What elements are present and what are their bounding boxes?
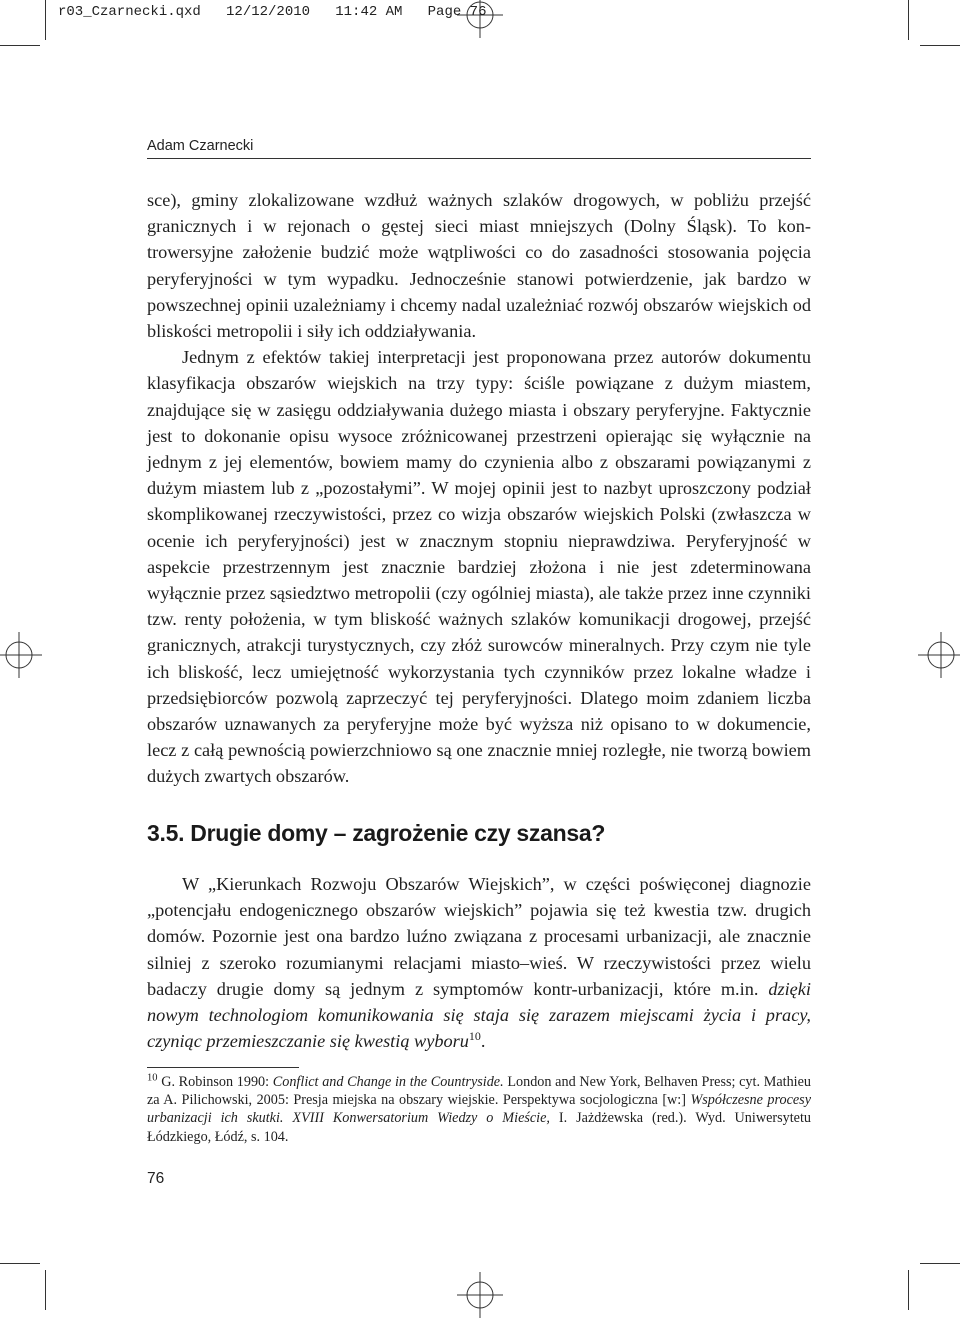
paragraph [147,871,811,1054]
header-rule [147,158,811,159]
page-number: 76 [147,1170,165,1187]
footnote-text: London and New York, Belhaven Press; cyt. Mathieu za A. Pilichowski, 2005: Presja miejska na obszary wiejskie. Perspektywa socjologiczna [w:] [147,1074,811,1109]
footnote-number: 10 [147,1072,158,1084]
footnote-title: Conflict and Change in the Countryside. [272,1074,504,1090]
footnote-text: I. Jażdżewska (red.). Wyd. Uniwersytetu Łódzkiego, Łódź, s. 104. [147,1110,811,1145]
print-slug: r03_Czarnecki.qxd 12/12/2010 11:42 AM Page 76 [58,4,487,20]
body-text [147,187,811,790]
crop-mark [0,1263,40,1264]
footnote-text: G. Robinson 1990: [157,1074,273,1090]
running-head: Adam Czarnecki [147,138,254,154]
quotation: dzięki nowym technologiom komunikowania się staja się zarazem miejscami życia i pracy, czyniąc przemieszczanie się kwestią wyboru [147,978,811,1052]
body-text-section [147,871,811,1054]
paragraph-end: . [480,1031,486,1052]
paragraph: Jednym z efektów takiej interpretacji jest proponowana przez autorów dokumentu klasyfikacja obszarów wiejskich na trzy typy: ściśle powiązane z dużym miastem, znajdujące się w zasięgu oddziaływania dużego miasta i obszary peryferyjne. Faktycznie jest to dokonanie opisu wysoce zróżnicowanej przestrzeni opierając się wyłącznie na jednym z jej elementów, bowiem mamy do czynienia albo z obszarami powiązanymi z dużym miastem lub z „pozostałymi”. W mojej opinii jest to nazbyt uproszczony podział skomplikowanej rzeczywistości, przez co wizja obszarów wiejskich Polski (zwłaszcza w ocenie ich peryferyjności) jest w znacznym stopniu nieprawdziwa. Peryferyjność w aspekcie przestrzennym jest znacznie bardziej złożona i nie jest zdeterminowana wyłącznie przez sąsiedztwo metropolii (czy ogólniej miasta), ale także przez inne czynniki tzw. renty położenia, w tym bliskość ważnych szlaków komunikacji drogowej, przejść granicznych, atrakcji turystycznych, czy złóż surowców mineralnych. Przy czym nie tyle ich bliskość, lecz umiejętność wykorzystania tych czynników przez lokalne władze i przedsiębiorców pozwolą zaprzeczyć tej peryferyjności. Dlatego moim zdaniem liczba obszarów uznawanych za peryferyjne może być wyższa niż opisano to w dokumencie, lecz z całą pewnością powierzchniowo są one znacznie mniej rozległe, nie tworzą bowiem dużych zwartych obszarów. [147,347,811,787]
footnote [147,1073,811,1146]
registration-mark-icon [918,632,960,678]
footnote-title: Współczesne procesy urbanizacji ich skutki. XVIII Konwersatorium Wiedzy o Mieście, [147,1092,812,1127]
section-heading: 3.5. Drugie domy – zagrożenie czy szansa? [147,820,606,846]
crop-mark [0,45,40,46]
paragraph-text: W „Kierunkach Rozwoju Obszarów Wiejskich”, w części poświęconej diagnozie „potencjału endogenicznego obszarów wiejskich” pojawia się też kwestia tzw. drugich domów. Pozornie jest ona bardzo luźno związana z procesami urbanizacji, ale znacznie silniej z szeroko rozumianymi relacjami miasto–wieś. W rzeczywistości przez wielu badaczy drugie domy są jednym z symptomów kontr-urbanizacji, które m.in. [147,874,811,999]
crop-mark [908,1270,909,1310]
registration-mark-icon [457,1272,503,1318]
footnote-reference: 10 [468,1029,481,1044]
crop-mark [45,1270,46,1310]
registration-mark-icon [0,632,42,678]
footnote-rule [147,1067,299,1068]
crop-mark [920,45,960,46]
crop-mark [920,1263,960,1264]
crop-mark [45,0,46,40]
crop-mark [908,0,909,40]
paragraph: sce), gminy zlokalizowane wzdłuż ważnych szlaków drogowych, w pobliżu przejść granicznych i w rejonach o gęstej sieci miast mniejszych (Dolny Śląsk). To kontrowersyjne założenie budzić może wątpliwości co do zasadności stosowania pojęcia peryferyjności w tym wypadku. Jednocześnie stanowi potwierdzenie, jak bardzo w powszechnej opinii uzależniamy i chcemy nadal uzależniać rozwój obszarów wiejskich od bliskości metropolii i siły ich oddziaływania. [147,190,811,342]
